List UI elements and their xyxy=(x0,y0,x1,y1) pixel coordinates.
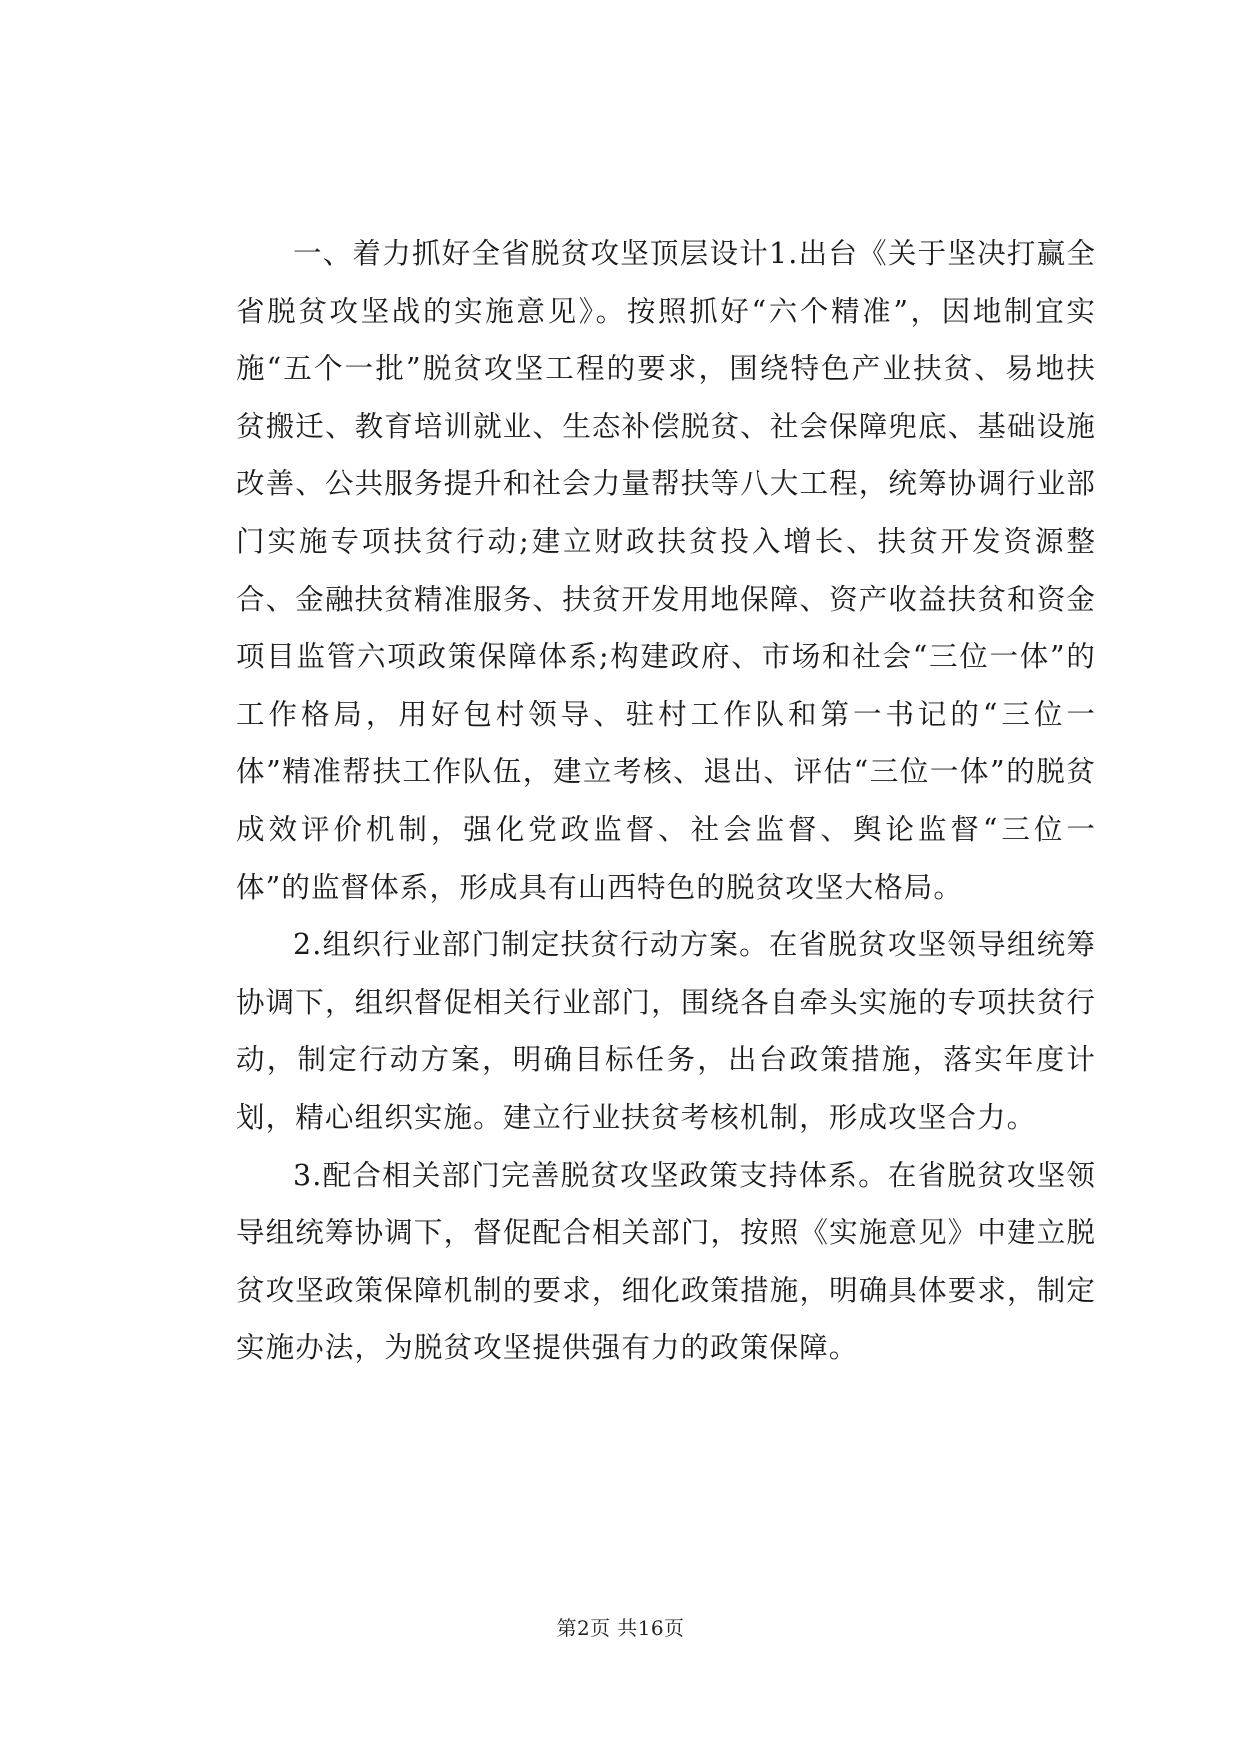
paragraph-3: 3.配合相关部门完善脱贫攻坚政策支持体系。在省脱贫攻坚领导组统筹协调下，督促配合相关部门，按照《实施意见》中建立脱贫攻坚政策保障机制的要求，细化政策措施，明确具体要求，制定实施办法，为脱贫攻坚提供强有力的政策保障。 xyxy=(236,1158,1096,1365)
page-footer: 第2页 共16页 xyxy=(556,1616,685,1640)
document-body xyxy=(236,225,1096,1377)
paragraph-2: 2.组织行业部门制定扶贫行动方案。在省脱贫攻坚领导组统筹协调下，组织督促相关行业部门，围绕各自牵头实施的专项扶贫行动，制定行动方案，明确目标任务，出台政策措施，落实年度计划，精心组织实施。建立行业扶贫考核机制，形成攻坚合力。 xyxy=(236,928,1096,1134)
paragraph-1: 一、着力抓好全省脱贫攻坚顶层设计1.出台《关于坚决打赢全省脱贫攻坚战的实施意见》。按照抓好“六个精准”，因地制宜实施“五个一批”脱贫攻坚工程的要求，围绕特色产业扶贫、易地扶贫搬迁、教育培训就业、生态补偿脱贫、社会保障兜底、基础设施改善、公共服务提升和社会力量帮扶等八大工程，统筹协调行业部门实施专项扶贫行动;建立财政扶贫投入增长、扶贫开发资源整合、金融扶贫精准服务、扶贫开发用地保障、资产收益扶贫和资金项目监管六项政策保障体系;构建政府、市场和社会“三位一体”的工作格局，用好包村领导、驻村工作队和第一书记的“三位一体”精准帮扶工作队伍，建立考核、退出、评估“三位一体”的脱贫成效评价机制，强化党政监督、社会监督、舆论监督“三位一体”的监督体系，形成具有山西特色的脱贫攻坚大格局。 xyxy=(236,237,1096,904)
